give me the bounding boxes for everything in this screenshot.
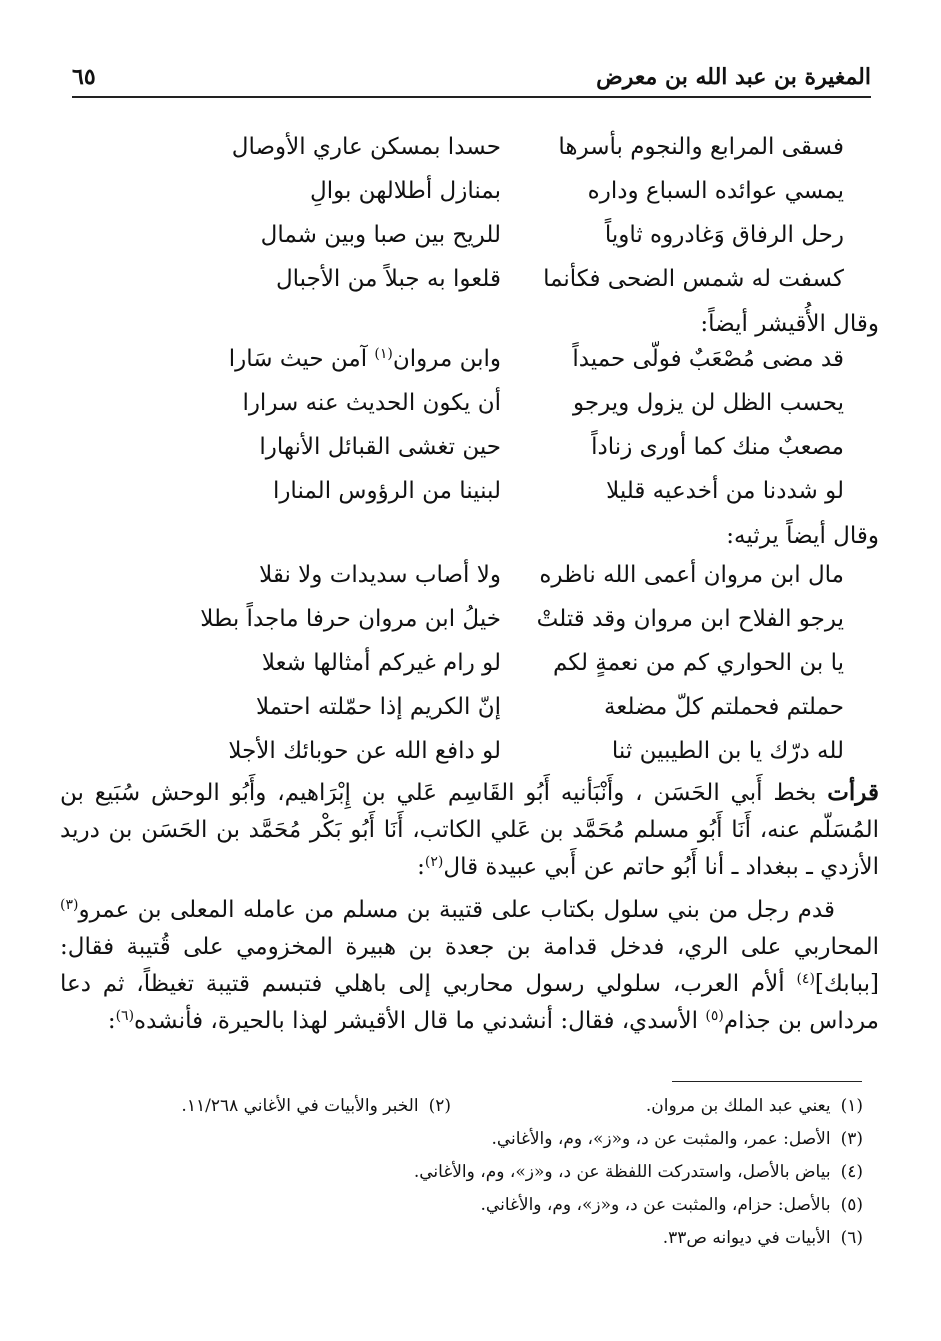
verse-second-hemistich: حين تغشى القبائل الأنهارا xyxy=(259,434,501,460)
footnote xyxy=(491,1129,863,1149)
verse-intro: وقال الأُقيشر أيضاً: xyxy=(700,311,879,337)
footnote-ref: (٣) xyxy=(60,897,79,913)
verse-first-hemistich: كسفت له شمس الضحى فكأنما xyxy=(543,266,844,292)
footnote-number: (٦) xyxy=(840,1228,863,1248)
verse-first-hemistich: مصعبٌ منك كما أورى زناداً xyxy=(591,434,844,460)
paragraph-text: المحاربي على الري، فدخل قدامة بن جعدة بن هبيرة المخزومي على قُتيبة فقال: [ببابك] xyxy=(60,934,879,997)
header-rule xyxy=(72,96,871,98)
verse-line xyxy=(60,644,879,688)
verse-first-hemistich: يرجو الفلاح ابن مروان وقد قتلتْ xyxy=(536,606,844,632)
footnote-row xyxy=(60,1158,863,1191)
verse-second-hemistich: للريح بين صبا وبين شمال xyxy=(260,222,501,248)
verse-text: وابن مروان xyxy=(392,346,501,372)
footnote-number: (٢) xyxy=(428,1096,451,1116)
verse-second-hemistich: إنّ الكريم إذا حمّلته احتملا xyxy=(255,694,501,720)
verse-second-hemistich: لو رام غيركم أمثالها شعلا xyxy=(261,650,501,676)
verse-second-hemistich: خيلُ ابن مروان حرفا ماجداً بطلا xyxy=(200,606,501,632)
footnote xyxy=(646,1096,863,1116)
verse-first-hemistich: قد مضى مُصْعَبٌ فولّى حميداً xyxy=(572,346,844,372)
verse-first-hemistich: لو شددنا من أخدعيه قليلا xyxy=(606,478,844,504)
verse-line xyxy=(60,384,879,428)
verse-second-hemistich: حسدا بمسكن عاري الأوصال xyxy=(231,134,501,160)
verse-first-hemistich: يحسب الظل لن يزول ويرجو xyxy=(572,390,844,416)
footnote-ref: (٢) xyxy=(424,854,444,870)
verse-second-hemistich: لو دافع الله عن حوبائك الأجلا xyxy=(228,738,501,764)
paragraph-text: : xyxy=(417,854,425,880)
verse-group-1 xyxy=(60,128,879,344)
footnote-row xyxy=(60,1224,863,1257)
verse-first-hemistich: فسقى المرابع والنجوم بأسرها xyxy=(558,134,844,160)
footnote xyxy=(414,1162,863,1182)
verse-line xyxy=(60,428,879,472)
footnote xyxy=(181,1096,451,1116)
paragraph-text: : xyxy=(107,1008,116,1034)
prose-section xyxy=(60,774,879,1040)
footnote-text: بالأصل: حزام، والمثبت عن د، و«ز»، وم، والأغاني. xyxy=(480,1195,831,1215)
footnote-row xyxy=(60,1125,863,1158)
verse-line xyxy=(60,260,879,304)
verse-line xyxy=(60,340,879,384)
verse-line xyxy=(60,688,879,732)
footnote xyxy=(481,1195,863,1215)
footnote-number: (٥) xyxy=(840,1195,863,1215)
footnote-number: (٤) xyxy=(840,1162,863,1182)
verse-second-hemistich: لبنينا من الرؤوس المنارا xyxy=(272,478,501,504)
verse-group-2 xyxy=(60,340,879,556)
verse-second-hemistich: بمنازل أطلالهن بوالِ xyxy=(309,178,501,204)
verse-line xyxy=(60,732,879,776)
verse-first-hemistich: لله درّك يا بن الطيبين ثنا xyxy=(611,738,844,764)
verse-intro: وقال أيضاً يرثيه: xyxy=(726,523,879,549)
verse-line xyxy=(60,216,879,260)
footnote-number: (٣) xyxy=(840,1129,863,1149)
footnote-text: الخبر والأبيات في الأغاني ١١/٢٦٨. xyxy=(181,1096,419,1116)
page-header xyxy=(72,60,871,98)
paragraph-text: بخط أَبي الحَسَن ، وأَنْبَأنيه أَبُو القَاسِم عَلي بن إِبْرَاهيم، وأَبُو الوحش سُبَيع بن المُسَلّم عنه، أَنَا أَبُو مسلم مُحَمَّد بن عَلي الكاتب، أَنَا أَبُو بَكْر مُحَمَّد بن الحَسَن بن دريد الأزدي ـ ببغداد ـ أنا أَبُو حاتم عن أَبي عبيدة قال xyxy=(60,780,879,880)
footnote-ref: (٤) xyxy=(796,971,815,987)
footnote-ref: (١) xyxy=(374,346,393,362)
footnote-text: يعني عبد الملك بن مروان. xyxy=(645,1096,831,1116)
footnote xyxy=(663,1228,863,1248)
verse-first-hemistich: يمسي عوائده السباع وداره xyxy=(587,178,844,204)
prose-paragraph xyxy=(60,892,879,1040)
paragraph-text: قدم رجل من بني سلول بكتاب على قتيبة بن مسلم من عامله المعلى بن عمرو xyxy=(78,897,835,923)
prose-paragraph xyxy=(60,774,879,886)
verse-line xyxy=(60,600,879,644)
footnote-row xyxy=(60,1092,863,1125)
verse-group-3 xyxy=(60,556,879,776)
footnote-ref: (٦) xyxy=(115,1008,135,1024)
paragraph-text: الأسدي، فقال: أنشدني ما قال الأقيشر لهذا بالحيرة، فأنشده xyxy=(134,1008,706,1034)
footnote-text: الأبيات في ديوانه ص٣٣. xyxy=(662,1228,831,1248)
footnote-number: (١) xyxy=(840,1096,863,1116)
verse-first-hemistich: رحل الرفاق وَغادروه ثاوياً xyxy=(604,222,844,248)
verse-line xyxy=(60,556,879,600)
verse-line xyxy=(60,172,879,216)
footnote-rule xyxy=(672,1081,862,1082)
verse-second-hemistich: ولا أصاب سديدات ولا نقلا xyxy=(259,562,501,588)
verse-second-hemistich xyxy=(229,346,501,372)
running-title: المغيرة بن عبد الله بن معرض xyxy=(596,64,871,90)
verse-second-hemistich: أن يكون الحديث عنه سرارا xyxy=(242,390,501,416)
verse-text: آمن حيث سَارا xyxy=(228,346,375,372)
verse-first-hemistich: يا بن الحواري كم من نعمةٍ لكم xyxy=(552,650,844,676)
footnote-text: بياض بالأصل، واستدركت اللفظة عن د، و«ز»، وم، والأغاني. xyxy=(413,1162,831,1182)
verse-second-hemistich: قلعوا به جبلاً من الأجبال xyxy=(275,266,501,292)
verse-line xyxy=(60,472,879,516)
footnote-text: الأصل: عمر، والمثبت عن د، و«ز»، وم، والأغاني. xyxy=(491,1129,831,1149)
page-number: ٦٥ xyxy=(72,64,96,90)
footnote-row xyxy=(60,1191,863,1224)
verse-first-hemistich: حملتم فحملتم كلّ مضلعة xyxy=(604,694,844,720)
footnotes xyxy=(60,1092,863,1257)
verse-first-hemistich: مال ابن مروان أعمى الله ناظره xyxy=(539,562,844,588)
footnote-ref: (٥) xyxy=(705,1008,724,1024)
verse-line xyxy=(60,128,879,172)
lead-word: قرأت xyxy=(827,779,879,806)
paragraph-text: ألأم العرب، سلولي رسول محاربي إلى باهلي فتبسم قتيبة تغيظاً، ثم دعا مرداس بن جذام xyxy=(60,971,879,1034)
